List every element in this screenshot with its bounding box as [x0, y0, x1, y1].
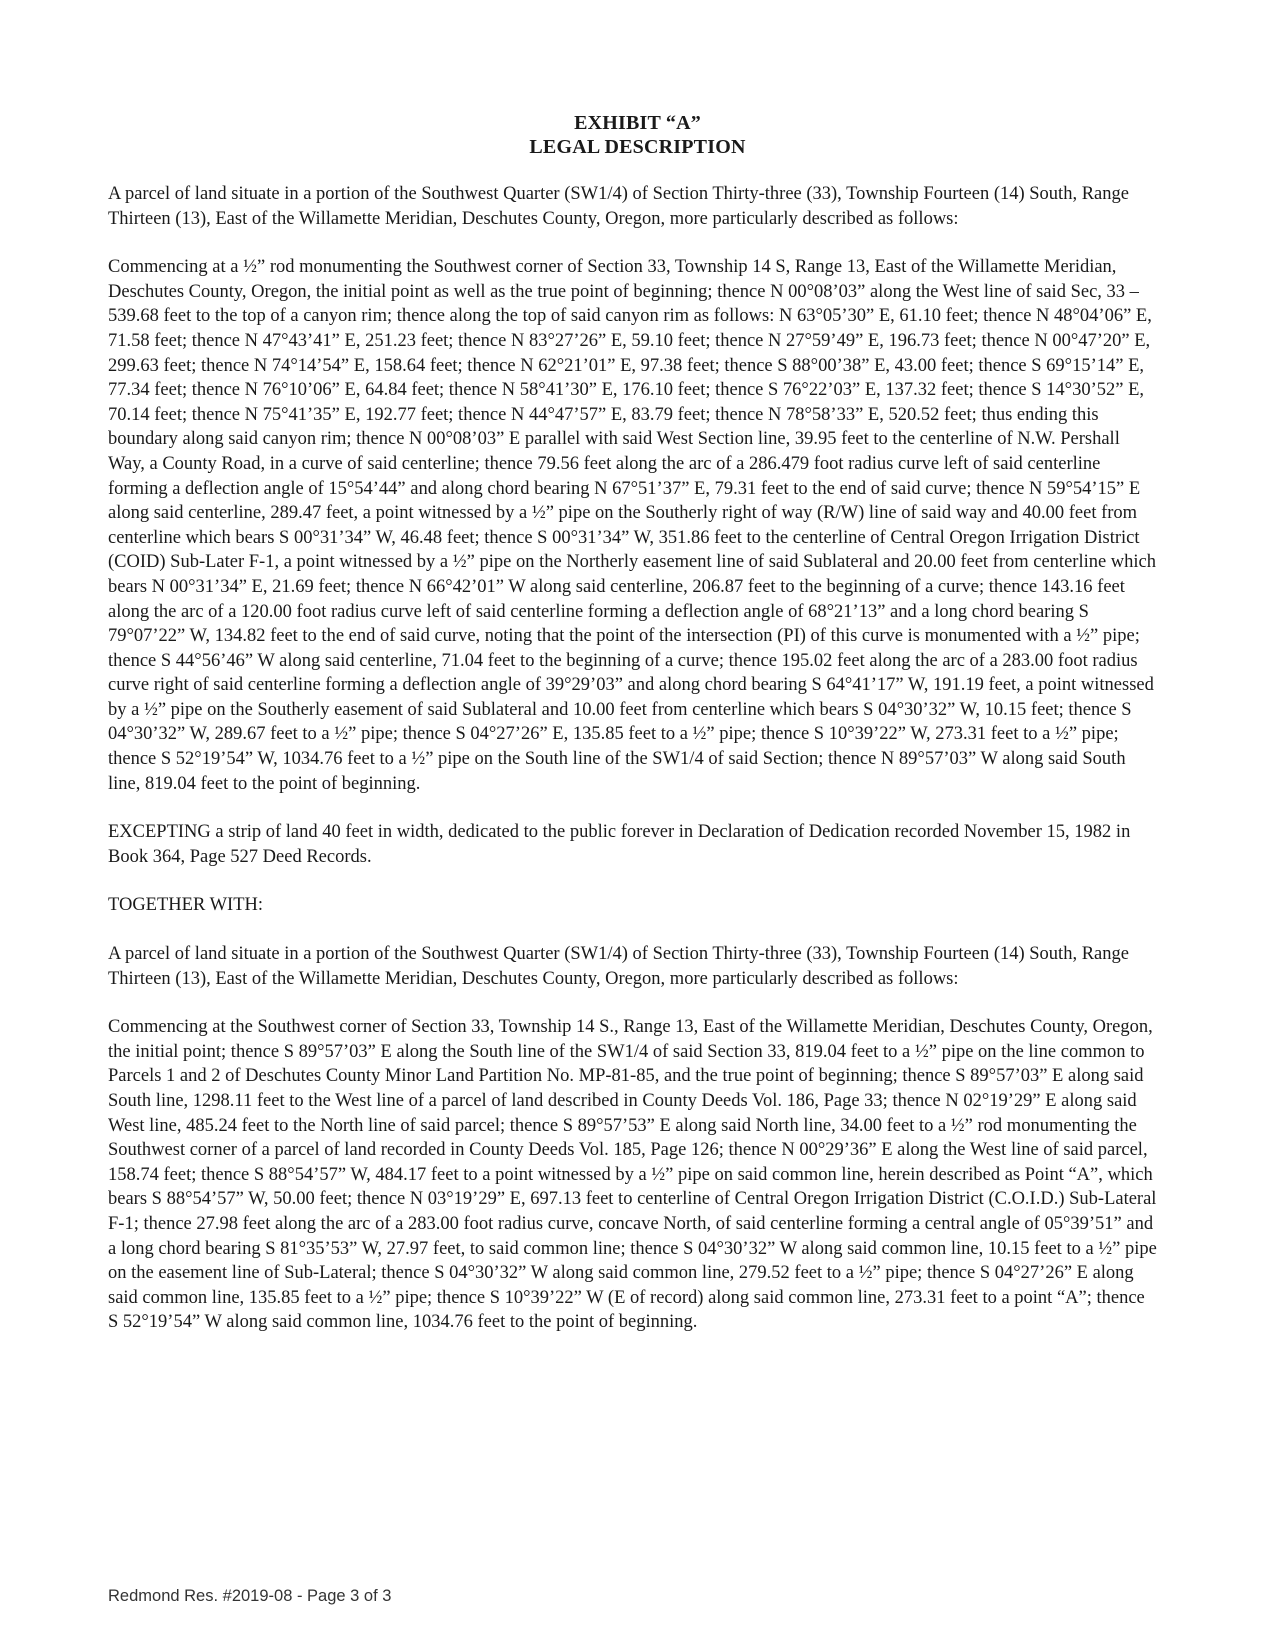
legal-description-heading: LEGAL DESCRIPTION	[529, 136, 746, 158]
exhibit-title: EXHIBIT “A”	[574, 112, 701, 134]
page-footer: Redmond Res. #2019-08 - Page 3 of 3	[108, 1587, 392, 1605]
boundary-description-paragraph: Commencing at a ½” rod monumenting the Southwest corner of Section 33, Township 14 S, Range 13, East of the Willamette Meridian, Deschutes County, Oregon, the initial point as well as the true point of beginning; thence N 00°08’03” along the West line of said Sec, 33 – 539.68 feet to the top of a canyon rim; thence along the top of said canyon rim as follows: N 63°05’30” E, 61.10 feet; thence N 48°04’06” E, 71.58 feet; thence N 47°43’41” E, 251.23 feet; thence N 83°27’26” E, 59.10 feet; thence N 27°59’49” E, 196.73 feet; thence N 00°47’20” E, 299.63 feet; thence N 74°14’54” E, 158.64 feet; thence N 62°21’01” E, 97.38 feet; thence S 88°00’38” E, 43.00 feet; thence S 69°15’14” E, 77.34 feet; thence N 76°10’06” E, 64.84 feet; thence N 58°41’30” E, 176.10 feet; thence S 76°22’03” E, 137.32 feet; thence S 14°30’52” E, 70.14 feet; thence N 75°41’35” E, 192.77 feet; thence N 44°47’57” E, 83.79 feet; thence N 78°58’33” E, 520.52 feet; thus ending this boundary along said canyon rim; thence N 00°08’03” E parallel with said West Section line, 39.95 feet to the centerline of N.W. Pershall Way, a County Road, in a curve of said centerline; thence 79.56 feet along the arc of a 286.479 foot radius curve left of said centerline forming a deflection angle of 15°54’44” and along chord bearing N 67°51’37” E, 79.31 feet to the end of said curve; thence N 59°54’15” E along said centerline, 289.47 feet, a point witnessed by a ½” pipe on the Southerly right of way (R/W) line of said way and 40.00 feet from centerline which bears S 00°31’34” W, 46.48 feet; thence S 00°31’34” W, 351.86 feet to the centerline of Central Oregon Irrigation District (COID) Sub-Later F-1, a point witnessed by a ½” pipe on the Northerly easement line of said Sublateral and 20.00 feet from centerline which bears N 00°31’34” E, 21.69 feet; thence N 66°42’01” W along said centerline, 206.87 feet to the beginning of a curve; thence 143.16 feet along the arc of a 120.00 foot radius curve left of said centerline forming a deflection angle of 68°21’13” and a long chord bearing S 79°07’22” W, 134.82 feet to the end of said curve, noting that the point of the intersection (PI) of this curve is monumented with a ½” pipe; thence S 44°56’46” W along said centerline, 71.04 feet to the beginning of a curve; thence 195.02 feet along the arc of a 283.00 foot radius curve right of said centerline forming a deflection angle of 39°29’03” and along chord bearing S 64°41’17” W, 191.19 feet, a point witnessed by a ½” pipe on the Southerly easement of said Sublateral and 10.00 feet from centerline which bears S 04°30’32” W, 10.15 feet; thence S 04°30’32” W, 289.67 feet to a ½” pipe; thence S 04°27’26” E, 135.85 feet to a ½” pipe; thence S 10°39’22” W, 273.31 feet to a ½” pipe; thence S 52°19’54” W, 1034.76 feet to a ½” pipe on the South line of the SW1/4 of said Section; thence N 89°57’03” W along said South line, 819.04 feet to the point of beginning.	[108, 257, 1157, 794]
second-parcel-intro-paragraph: A parcel of land situate in a portion of the Southwest Quarter (SW1/4) of Section Thirty-three (33), Township Fourteen (14) South, Range Thirteen (13), East of the Willamette Meridian, Deschutes County, Oregon, more particularly described as follows:	[108, 944, 1129, 989]
together-with-paragraph: TOGETHER WITH:	[108, 895, 264, 916]
excepting-paragraph: EXCEPTING a strip of land 40 feet in width, dedicated to the public forever in Declaration of Dedication recorded November 15, 1982 in Book 364, Page 527 Deed Records.	[108, 822, 1131, 867]
second-boundary-description-paragraph: Commencing at the Southwest corner of Section 33, Township 14 S., Range 13, East of the Willamette Meridian, Deschutes County, Oregon, the initial point; thence S 89°57’03” E along the South line of the SW1/4 of said Section 33, 819.04 feet to a ½” pipe on the line common to Parcels 1 and 2 of Deschutes County Minor Land Partition No. MP-81-85, and the true point of beginning; thence S 89°57’03” E along said South line, 1298.11 feet to the West line of a parcel of land described in County Deeds Vol. 186, Page 33; thence N 02°19’29” E along said West line, 485.24 feet to the North line of said parcel; thence S 89°57’53” E along said North line, 34.00 feet to a ½” rod monumenting the Southwest corner of a parcel of land recorded in County Deeds Vol. 185, Page 126; thence N 00°29’36” E along the West line of said parcel, 158.74 feet; thence S 88°54’57” W, 484.17 feet to a point witnessed by a ½” pipe on said common line, herein described as Point “A”, which bears S 88°54’57” W, 50.00 feet; thence N 03°19’29” E, 697.13 feet to centerline of Central Oregon Irrigation District (C.O.I.D.) Sub-Lateral F-1; thence 27.98 feet along the arc of a 283.00 foot radius curve, concave North, of said centerline forming a central angle of 05°39’51” and a long chord bearing S 81°35’53” W, 27.97 feet, to said common line; thence S 04°30’32” W along said common line, 10.15 feet to a ½” pipe on the easement line of Sub-Lateral; thence S 04°30’32” W along said common line, 279.52 feet to a ½” pipe; thence S 04°27’26” E along said common line, 135.85 feet to a ½” pipe; thence S 10°39’22” W (E of record) along said common line, 273.31 feet to a point “A”; thence S 52°19’54” W along said common line, 1034.76 feet to the point of beginning.	[108, 1017, 1157, 1333]
document-body	[108, 182, 1158, 1359]
parcel-intro-paragraph: A parcel of land situate in a portion of the Southwest Quarter (SW1/4) of Section Thirty-three (33), Township Fourteen (14) South, Range Thirteen (13), East of the Willamette Meridian, Deschutes County, Oregon, more particularly described as follows:	[108, 184, 1129, 229]
